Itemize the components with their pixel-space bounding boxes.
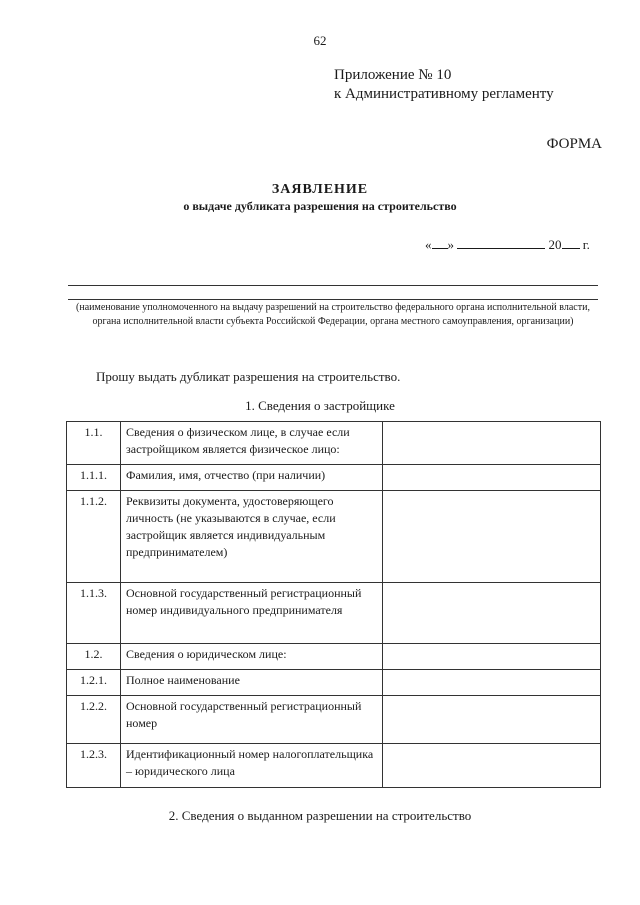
row-number: 1.1.1.: [67, 465, 121, 491]
date-line: [425, 236, 590, 253]
row-value-cell[interactable]: [383, 644, 601, 670]
row-label: Основной государственный регистрационный номер: [121, 696, 383, 744]
page-number: 62: [313, 33, 327, 48]
row-number: 1.2.2.: [67, 696, 121, 744]
table-row: [67, 670, 601, 696]
row-number: 1.1.: [67, 422, 121, 465]
year-blank[interactable]: [562, 236, 580, 249]
row-label: Сведения о физическом лице, в случае если застройщиком является физическое лицо:: [121, 422, 383, 465]
row-value-cell[interactable]: [383, 465, 601, 491]
table-row: [67, 696, 601, 744]
row-value-cell[interactable]: [383, 583, 601, 644]
table-row: [67, 644, 601, 670]
document-title: ЗАЯВЛЕНИЕ: [271, 182, 369, 197]
row-number: 1.1.3.: [67, 583, 121, 644]
org-name-line-2[interactable]: [68, 299, 598, 300]
document-subtitle: о выдаче дубликата разрешения на строительство: [183, 199, 457, 213]
org-name-line-1[interactable]: [68, 285, 598, 286]
row-number: 1.2.1.: [67, 670, 121, 696]
row-value-cell[interactable]: [383, 491, 601, 583]
table-row: [67, 583, 601, 644]
row-value-cell[interactable]: [383, 670, 601, 696]
appendix-header: [334, 66, 554, 104]
request-text: Прошу выдать дубликат разрешения на строительство.: [96, 369, 401, 384]
date-open-quote: «: [425, 237, 432, 252]
row-value-cell[interactable]: [383, 696, 601, 744]
table-row: [67, 491, 601, 583]
day-blank[interactable]: [432, 236, 448, 249]
section-2-title: 2. Сведения о выданном разрешении на строительство: [168, 808, 472, 823]
section-1-title: 1. Сведения о застройщике: [245, 398, 395, 413]
month-blank[interactable]: [457, 236, 545, 249]
row-number: 1.2.3.: [67, 744, 121, 788]
developer-info-table: [66, 421, 601, 788]
row-label: Полное наименование: [121, 670, 383, 696]
row-value-cell[interactable]: [383, 422, 601, 465]
row-label: Реквизиты документа, удостоверяющего личность (не указываются в случае, если застройщик является индивидуальным предпринимателем): [121, 491, 383, 583]
row-number: 1.2.: [67, 644, 121, 670]
table-row: [67, 744, 601, 788]
forma-label: ФОРМА: [546, 136, 602, 152]
appendix-line-2: к Административному регламенту: [334, 86, 554, 102]
appendix-line-1: Приложение № 10: [334, 67, 452, 83]
table-row: [67, 465, 601, 491]
row-label: Сведения о юридическом лице:: [121, 644, 383, 670]
year-prefix: 20: [548, 237, 562, 252]
org-caption: (наименование уполномоченного на выдачу разрешений на строительство федерального органа исполнительной власти, органа исполнительной власти субъекта Российской Федерации, органа местного самоуправления, организации): [76, 302, 590, 327]
row-label: Основной государственный регистрационный номер индивидуального предпринимателя: [121, 583, 383, 644]
year-suffix: г.: [582, 237, 590, 252]
row-number: 1.1.2.: [67, 491, 121, 583]
table-row: [67, 422, 601, 465]
row-label: Идентификационный номер налогоплательщика – юридического лица: [121, 744, 383, 788]
row-label: Фамилия, имя, отчество (при наличии): [121, 465, 383, 491]
date-close-quote: »: [447, 237, 454, 252]
row-value-cell[interactable]: [383, 744, 601, 788]
